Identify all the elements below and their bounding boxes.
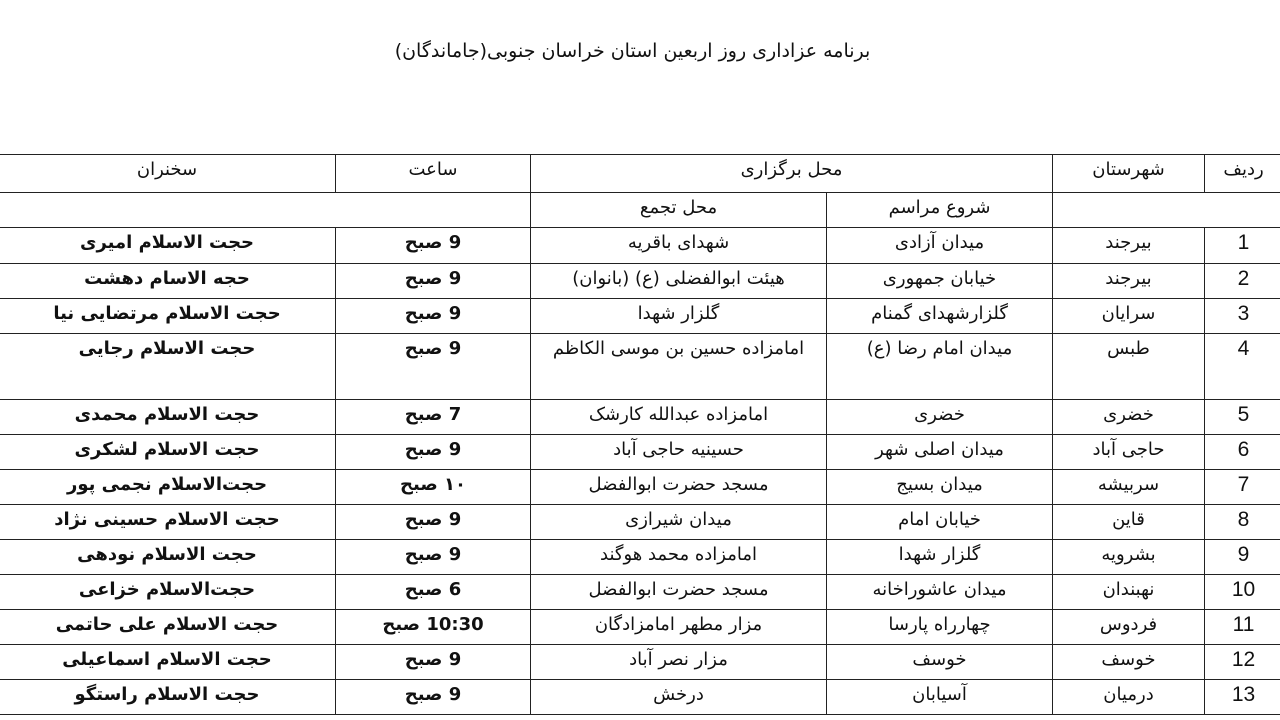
header-row-number: ردیف	[1205, 155, 1280, 193]
city-cell: خضری	[1053, 400, 1205, 435]
time-cell: 7 صبح	[336, 400, 531, 435]
speaker-cell: حجت‌الاسلام نجمی پور	[0, 470, 336, 505]
start-location-cell: خیابان امام	[827, 505, 1053, 540]
start-location-cell: گلزار شهدا	[827, 540, 1053, 575]
start-location-cell: میدان امام رضا (ع)	[827, 334, 1053, 400]
city-cell: خوسف	[1053, 645, 1205, 680]
subheader-blank	[0, 193, 531, 228]
time-cell: 9 صبح	[336, 264, 531, 299]
gathering-location-cell: گلزار شهدا	[531, 299, 827, 334]
row-number: 11	[1205, 610, 1280, 645]
speaker-cell: حجت الاسلام نودهی	[0, 540, 336, 575]
row-number: 8	[1205, 505, 1280, 540]
speaker-cell: حجت الاسلام رجایی	[0, 334, 336, 400]
row-number: 7	[1205, 470, 1280, 505]
row-number: 12	[1205, 645, 1280, 680]
city-cell: سربیشه	[1053, 470, 1205, 505]
city-cell: نهبندان	[1053, 575, 1205, 610]
city-cell: بیرجند	[1053, 264, 1205, 299]
row-number: 9	[1205, 540, 1280, 575]
city-cell: فردوس	[1053, 610, 1205, 645]
start-location-cell: میدان آزادی	[827, 228, 1053, 264]
gathering-location-cell: حسینیه حاجی آباد	[531, 435, 827, 470]
start-location-cell: چهارراه پارسا	[827, 610, 1053, 645]
start-location-cell: میدان عاشوراخانه	[827, 575, 1053, 610]
gathering-location-cell: مسجد حضرت ابوالفضل	[531, 470, 827, 505]
table-row	[0, 470, 1280, 505]
row-number: 3	[1205, 299, 1280, 334]
speaker-cell: حجت الاسلام مرتضایی نیا	[0, 299, 336, 334]
speaker-cell: حجت الاسلام علی حاتمی	[0, 610, 336, 645]
header-speaker: سخنران	[0, 155, 336, 193]
table-header-row	[0, 155, 1280, 193]
table-row	[0, 575, 1280, 610]
table-row	[0, 334, 1280, 400]
document-title: برنامه عزاداری روز اربعین استان خراسان جنوبی(جاماندگان)	[394, 40, 871, 62]
table-subheader-row	[0, 193, 1280, 228]
time-cell: 9 صبح	[336, 540, 531, 575]
table-body	[0, 228, 1280, 715]
table-row	[0, 505, 1280, 540]
table-row	[0, 680, 1280, 715]
city-cell: طبس	[1053, 334, 1205, 400]
header-venue: محل برگزاری	[531, 155, 1053, 193]
gathering-location-cell: هیئت ابوالفضلی (ع) (بانوان)	[531, 264, 827, 299]
time-cell: 6 صبح	[336, 575, 531, 610]
speaker-cell: حجت الاسلام لشکری	[0, 435, 336, 470]
table-row	[0, 610, 1280, 645]
time-cell: 9 صبح	[336, 435, 531, 470]
table-row	[0, 435, 1280, 470]
speaker-cell: حجت الاسلام راستگو	[0, 680, 336, 715]
time-cell: 9 صبح	[336, 334, 531, 400]
start-location-cell: خوسف	[827, 645, 1053, 680]
city-cell: درمیان	[1053, 680, 1205, 715]
time-cell: 9 صبح	[336, 299, 531, 334]
start-location-cell: میدان اصلی شهر	[827, 435, 1053, 470]
row-number: 2	[1205, 264, 1280, 299]
speaker-cell: حجت الاسلام حسینی نژاد	[0, 505, 336, 540]
header-city: شهرستان	[1053, 155, 1205, 193]
gathering-location-cell: مزار نصر آباد	[531, 645, 827, 680]
gathering-location-cell: امامزاده محمد هوگند	[531, 540, 827, 575]
time-cell: 9 صبح	[336, 505, 531, 540]
row-number: 1	[1205, 228, 1280, 264]
header-time: ساعت	[336, 155, 531, 193]
time-cell: 9 صبح	[336, 228, 531, 264]
table-row	[0, 645, 1280, 680]
time-cell: ۱۰ صبح	[336, 470, 531, 505]
start-location-cell: میدان بسیج	[827, 470, 1053, 505]
start-location-cell: خضری	[827, 400, 1053, 435]
time-cell: 9 صبح	[336, 680, 531, 715]
gathering-location-cell: امامزاده عبدالله کارشک	[531, 400, 827, 435]
row-number: 4	[1205, 334, 1280, 400]
table-row	[0, 228, 1280, 264]
city-cell: بیرجند	[1053, 228, 1205, 264]
table-row	[0, 400, 1280, 435]
city-cell: قاین	[1053, 505, 1205, 540]
speaker-cell: حجت‌الاسلام خزاعی	[0, 575, 336, 610]
row-number: 10	[1205, 575, 1280, 610]
time-cell: 10:30 صبح	[336, 610, 531, 645]
speaker-cell: حجت الاسلام اسماعیلی	[0, 645, 336, 680]
city-cell: حاجی آباد	[1053, 435, 1205, 470]
gathering-location-cell: امامزاده حسین بن موسی الکاظم	[531, 334, 827, 400]
gathering-location-cell: شهدای باقریه	[531, 228, 827, 264]
gathering-location-cell: میدان شیرازی	[531, 505, 827, 540]
table-row	[0, 299, 1280, 334]
subheader-start: شروع مراسم	[827, 193, 1053, 228]
start-location-cell: آسیابان	[827, 680, 1053, 715]
table-row	[0, 264, 1280, 299]
row-number: 6	[1205, 435, 1280, 470]
subheader-blank	[1053, 193, 1280, 228]
subheader-gather: محل تجمع	[531, 193, 827, 228]
speaker-cell: حجت الاسلام محمدی	[0, 400, 336, 435]
start-location-cell: خیابان جمهوری	[827, 264, 1053, 299]
table-row	[0, 540, 1280, 575]
gathering-location-cell: مزار مطهر امامزادگان	[531, 610, 827, 645]
row-number: 13	[1205, 680, 1280, 715]
time-cell: 9 صبح	[336, 645, 531, 680]
city-cell: بشرویه	[1053, 540, 1205, 575]
speaker-cell: حجه الاسام دهشت	[0, 264, 336, 299]
start-location-cell: گلزارشهدای گمنام	[827, 299, 1053, 334]
row-number: 5	[1205, 400, 1280, 435]
city-cell: سرایان	[1053, 299, 1205, 334]
speaker-cell: حجت الاسلام امیری	[0, 228, 336, 264]
gathering-location-cell: مسجد حضرت ابوالفضل	[531, 575, 827, 610]
gathering-location-cell: درخش	[531, 680, 827, 715]
ceremony-schedule-table	[0, 154, 1280, 715]
